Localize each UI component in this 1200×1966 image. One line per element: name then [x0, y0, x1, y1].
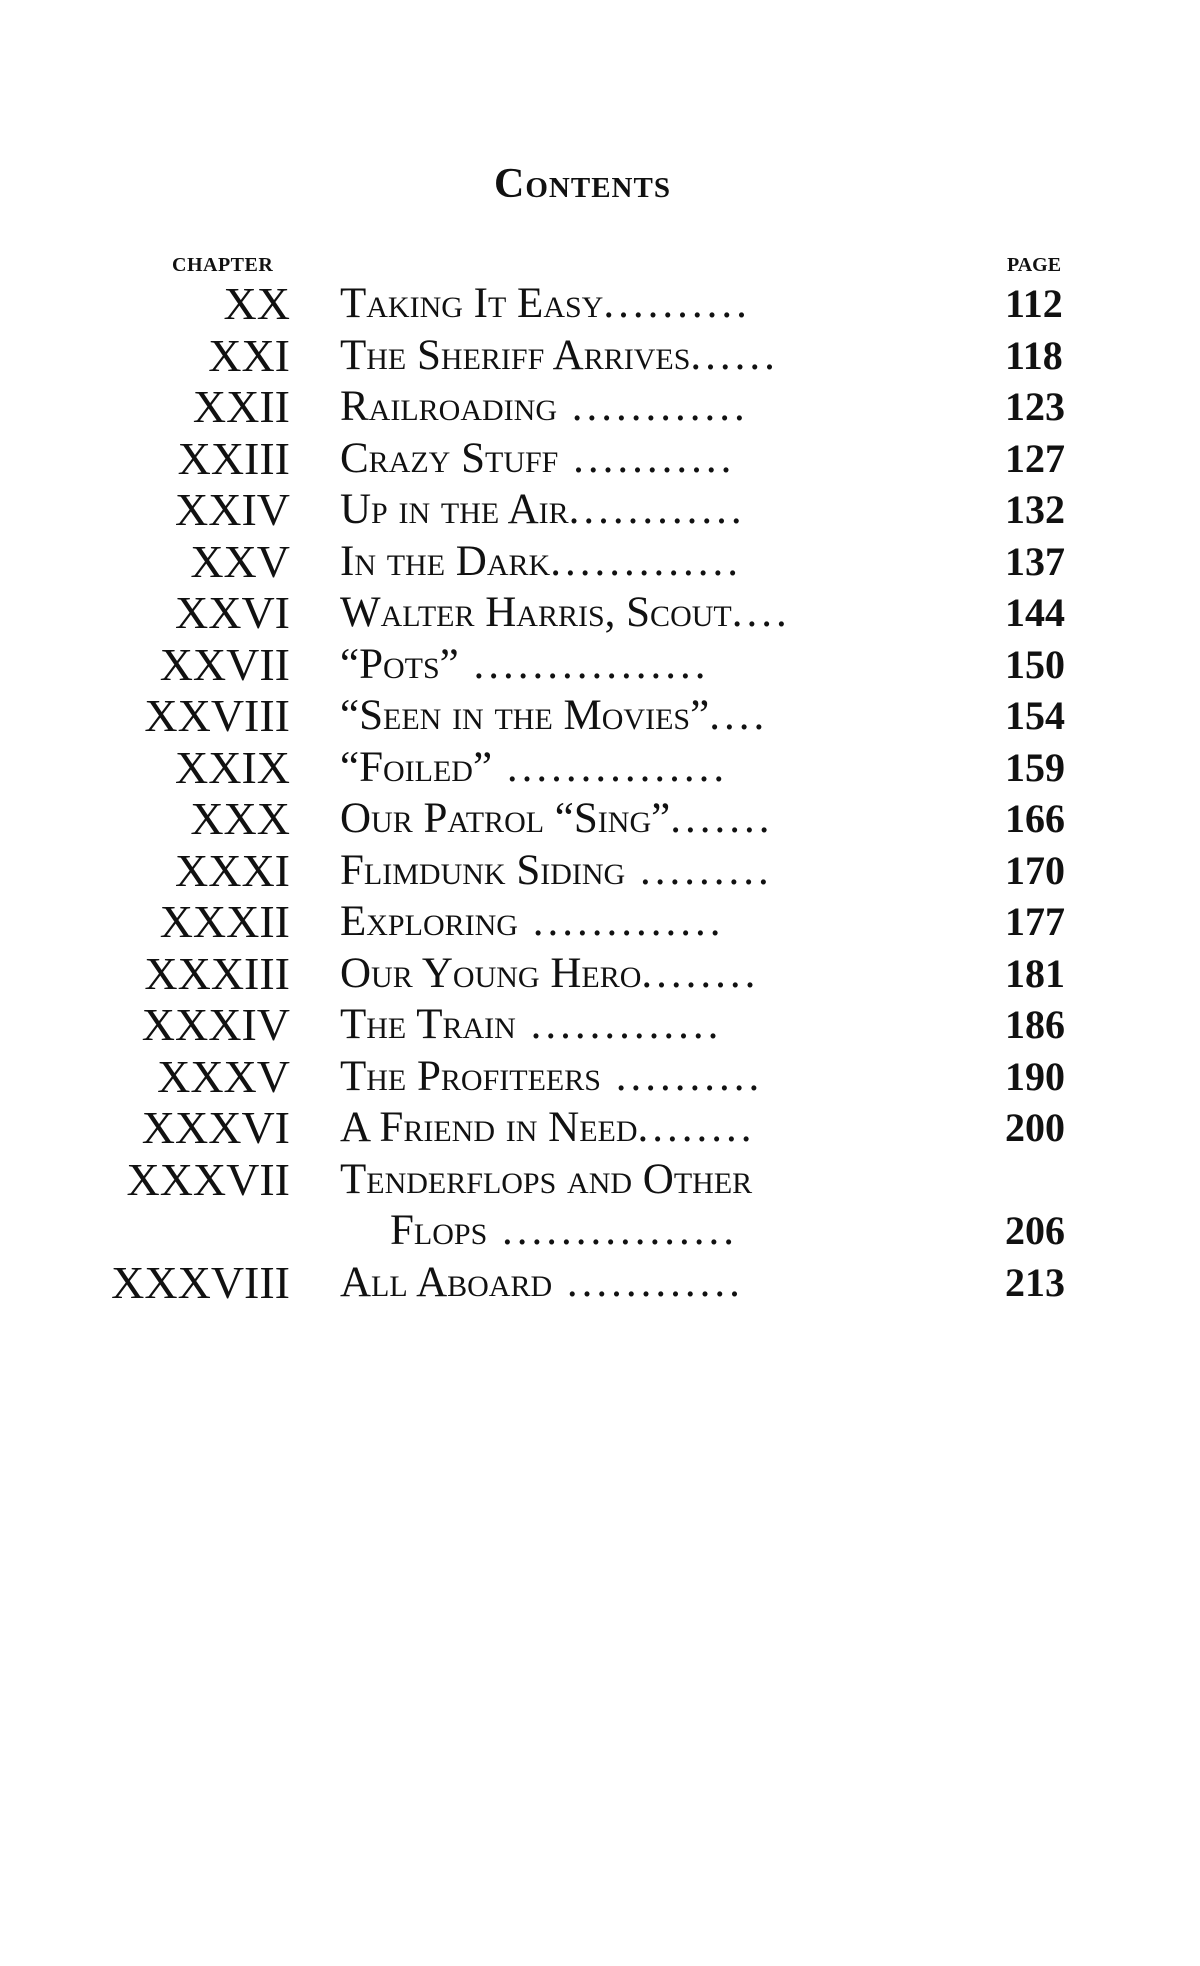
chapter-number: XXX [190, 793, 290, 844]
chapter-number: XXXII [159, 896, 290, 947]
chapter-title [340, 381, 960, 432]
chapter-number: XXXV [157, 1050, 290, 1102]
leader-dots: ............ [568, 486, 746, 533]
chapter-title [340, 433, 960, 484]
leader-dots: ............... [492, 743, 729, 791]
leader-dots: ............. [515, 1001, 723, 1048]
chapter-number: XXXIII [144, 947, 290, 999]
page-number: 190 [1005, 1053, 1065, 1099]
page-number: 181 [1005, 950, 1065, 996]
chapter-title-text: Railroading [340, 383, 557, 430]
toc-entry [0, 1102, 1200, 1154]
toc-entry [0, 690, 1200, 742]
chapter-number: XXXVI [141, 1102, 290, 1153]
leader-dots: ................ [458, 640, 710, 688]
page-number: 132 [1005, 487, 1065, 532]
page-number: 159 [1005, 744, 1065, 790]
chapter-title [340, 536, 960, 587]
chapter-title [340, 793, 960, 844]
page-column-header: PAGE [1007, 254, 1062, 276]
chapter-title [340, 999, 960, 1050]
chapter-number: XXII [192, 381, 290, 432]
leader-dots: ....... [670, 795, 774, 842]
chapter-title [340, 484, 960, 535]
toc-entry [0, 896, 1200, 948]
leader-dots: .......... [603, 280, 751, 327]
leader-dots: ......... [625, 846, 773, 894]
leader-dots: .......... [600, 1052, 764, 1100]
toc-entry [0, 330, 1200, 382]
chapter-title [340, 278, 960, 329]
chapter-number: XXV [190, 535, 290, 587]
chapter-title-text: Tenderflops and Other [340, 1155, 753, 1203]
chapter-title-text: Flimdunk Siding [340, 846, 626, 894]
chapter-title-line2-text: Flops [390, 1206, 488, 1254]
page-number: 123 [1005, 384, 1065, 429]
leader-dots: ........ [637, 1104, 756, 1151]
page-number: 154 [1005, 693, 1065, 738]
chapter-title-text: “Seen in the Movies” [340, 692, 710, 739]
chapter-title-continuation [340, 1205, 960, 1256]
toc-entry [0, 793, 1200, 845]
leader-dots: ............ [557, 383, 749, 430]
leader-dots: ........... [558, 434, 736, 482]
chapter-number: XXXVIII [111, 1256, 290, 1308]
chapter-title-text: Our Young Hero [340, 949, 642, 997]
chapter-number: XXXI [175, 844, 290, 896]
page-number: 200 [1005, 1105, 1065, 1150]
toc-entry [0, 278, 1200, 330]
toc-entry [0, 1051, 1200, 1103]
chapter-title-text: All Aboard [340, 1258, 553, 1306]
page-number: 144 [1005, 590, 1065, 635]
chapter-number: XXIII [177, 432, 290, 484]
toc-entry [0, 1154, 1200, 1257]
table-of-contents [0, 278, 1200, 1308]
page-title: Contents [494, 161, 671, 207]
chapter-title [340, 1051, 960, 1102]
chapter-number: XXVI [175, 587, 290, 638]
toc-entry [0, 845, 1200, 897]
chapter-number: XXIX [175, 741, 290, 793]
chapter-title-text: The Train [340, 1001, 516, 1048]
toc-entry [0, 948, 1200, 1000]
chapter-number: XXVIII [144, 690, 290, 741]
leader-dots: ............. [550, 537, 742, 585]
chapter-title [340, 330, 960, 381]
chapter-number: XXXIV [141, 999, 290, 1050]
page-number: 150 [1005, 641, 1065, 687]
toc-entry [0, 1257, 1200, 1309]
chapter-title-text: “Pots” [340, 640, 459, 688]
chapter-title [340, 1102, 960, 1153]
chapter-title [340, 896, 960, 947]
toc-entry [0, 639, 1200, 691]
toc-entry [0, 381, 1200, 433]
chapter-title [340, 1154, 960, 1257]
leader-dots: ........ [641, 949, 760, 997]
chapter-title [340, 639, 960, 690]
toc-entry [0, 484, 1200, 536]
chapter-title-text: A Friend in Need [340, 1104, 638, 1151]
leader-dots: .... [731, 589, 791, 636]
page-number: 206 [1005, 1207, 1065, 1253]
chapter-number: XXI [208, 329, 290, 381]
chapter-title-text: The Sheriff Arrives [340, 331, 691, 379]
page-number: 137 [1005, 538, 1065, 584]
toc-entry [0, 587, 1200, 639]
leader-dots: ...... [690, 331, 779, 379]
chapter-number: XXXVII [126, 1153, 290, 1205]
leader-dots: ............ [552, 1258, 744, 1306]
chapter-title [340, 690, 960, 741]
chapter-column-header: CHAPTER [172, 254, 274, 276]
chapter-number: XXVII [159, 638, 290, 690]
toc-entry [0, 536, 1200, 588]
page-number: 118 [1005, 332, 1063, 378]
leader-dots: ................ [487, 1206, 739, 1254]
chapter-title-text: Taking It Easy [340, 280, 604, 327]
leader-dots: ............. [517, 898, 725, 945]
chapter-title-text: Walter Harris, Scout [340, 589, 732, 636]
chapter-title [340, 948, 960, 999]
page-number: 213 [1005, 1259, 1065, 1305]
toc-entry [0, 433, 1200, 485]
page-number: 177 [1005, 899, 1065, 944]
page-number: 112 [1005, 281, 1063, 326]
chapter-title [340, 1257, 960, 1308]
page-number: 127 [1005, 435, 1065, 481]
leader-dots: .... [709, 692, 769, 739]
chapter-title-text: “Foiled” [340, 743, 493, 791]
chapter-number: XX [223, 278, 290, 329]
chapter-number: XXIV [175, 484, 290, 535]
chapter-title [340, 845, 960, 896]
page-number: 170 [1005, 847, 1065, 893]
chapter-title-text: Our Patrol “Sing” [340, 795, 671, 842]
chapter-title-text: Up in the Air [340, 486, 569, 533]
page-number: 166 [1005, 796, 1065, 841]
chapter-title-text: The Profiteers [340, 1052, 601, 1100]
chapter-title [340, 742, 960, 793]
chapter-title-text: Crazy Stuff [340, 434, 559, 482]
chapter-title [340, 587, 960, 638]
chapter-title-text: Exploring [340, 898, 518, 945]
chapter-title-text: In the Dark [340, 537, 551, 585]
page-number: 186 [1005, 1002, 1065, 1047]
toc-entry [0, 742, 1200, 794]
toc-entry [0, 999, 1200, 1051]
